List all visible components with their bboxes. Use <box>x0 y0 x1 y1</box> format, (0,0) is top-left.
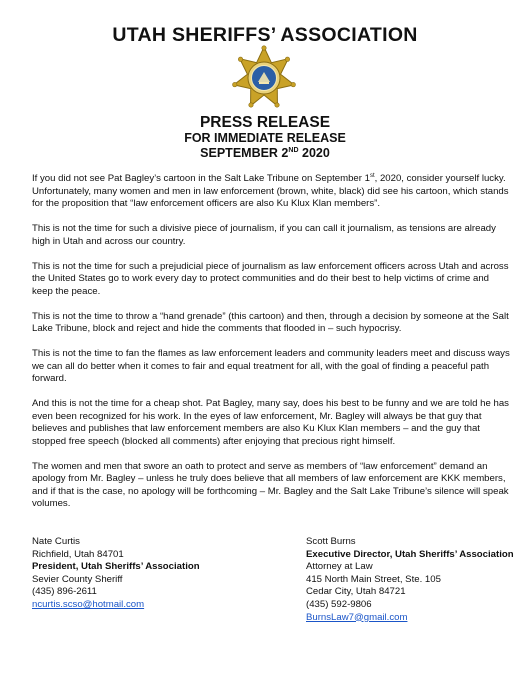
signer-name: Scott Burns <box>306 536 356 547</box>
signer-email-link[interactable]: BurnsLaw7@gmail.com <box>306 611 408 623</box>
paragraph-7: The women and men that swore an oath to protect and serve as members of “law enforcement” demand an apology from Mr. Bagley – unless he truly does believe that all members of law enforcement are KKK members, and if that is the case, no apology will be forthcoming – Mr. Bagley and the Salt Lake Tribune’s silence will speak volumes. <box>32 460 509 510</box>
signer-phone: (435) 896-2611 <box>32 586 97 598</box>
signer-email-link[interactable]: ncurtis.scso@hotmail.com <box>32 598 145 610</box>
signer-title: President, Utah Sheriffs’ Association <box>32 561 200 573</box>
paragraph-1: If you did not see Pat Bagley’s cartoon in the Salt Lake Tribune on September 1st, 2020, consider yourself lucky. Unfortunately, many women and men in law enforcement (brown, white, black) did see his cartoon, which stands for the proposition that “law enforcement officers are also Ku Klux Klan members”. <box>32 173 509 210</box>
paragraph-4: This is not the time to throw a “hand grenade” (this cartoon) and then, through a decision by someone at the Salt Lake Tribune, block and reject and hide the comments that flooded in – such hypocrisy. <box>32 310 509 335</box>
sheriff-star-badge-icon <box>229 43 299 113</box>
signer-role: Attorney at Law <box>306 561 373 573</box>
signer-role: Sevier County Sheriff <box>32 573 123 585</box>
badge-star-tip <box>238 57 242 61</box>
release-date <box>0 146 530 160</box>
badge-star-tip <box>291 82 295 86</box>
press-release-body <box>32 170 510 523</box>
signature-block-left <box>32 536 282 612</box>
badge-star-tip <box>233 82 237 86</box>
signer-address: 415 North Main Street, Ste. 105 <box>306 573 441 585</box>
paragraph-6: And this is not the time for a cheap shot. Pat Bagley, many say, does his best to be funny and we are told he has even been recognized for his work. In the eyes of law enforcement, Mr. Bagley will always be that guy that believes and publishes that law enforcement members are also Ku Klux Klan members – and the guy that stopped free speech (blocked all comments) after enjoying that precious right himself. <box>32 398 509 447</box>
badge-star-tip <box>249 103 253 107</box>
paragraph-5: This is not the time to fan the flames as law enforcement leaders and community leaders meet and discuss ways we can all do better when it comes to fair and equal treatment for all, with the goal of finding a peaceful path forward. <box>32 348 510 385</box>
press-release-heading: PRESS RELEASE <box>199 114 331 131</box>
signer-name: Nate Curtis <box>32 536 80 547</box>
organization-title: UTAH SHERIFFS’ ASSOCIATION <box>112 24 418 46</box>
signer-title: Executive Director, Utah Sheriffs’ Association <box>306 548 514 560</box>
signer-city: Cedar City, Utah 84721 <box>306 586 406 598</box>
signer-phone: (435) 592-9806 <box>306 598 372 610</box>
paragraph-3: This is not the time for such a prejudicial piece of journalism as law enforcement officers across Utah and across the United States go to work every day to protect communities and do their best to help victims of crime and keep the peace. <box>32 260 509 297</box>
badge-star-tip <box>275 103 279 107</box>
badge-star-tip <box>285 57 289 61</box>
date-year: 2020 <box>302 146 330 160</box>
signer-city: Richfield, Utah 84701 <box>32 548 124 560</box>
date-suffix: ND <box>288 147 299 154</box>
signature-block-right <box>306 536 516 624</box>
paragraph-2: This is not the time for such a divisive piece of journalism, if you can call it journalism, as tensions are already high in Utah and across our country. <box>32 223 496 247</box>
badge-star-tip <box>262 46 266 50</box>
immediate-release-heading: FOR IMMEDIATE RELEASE <box>184 131 346 145</box>
date-prefix: SEPTEMBER 2 <box>200 146 289 160</box>
